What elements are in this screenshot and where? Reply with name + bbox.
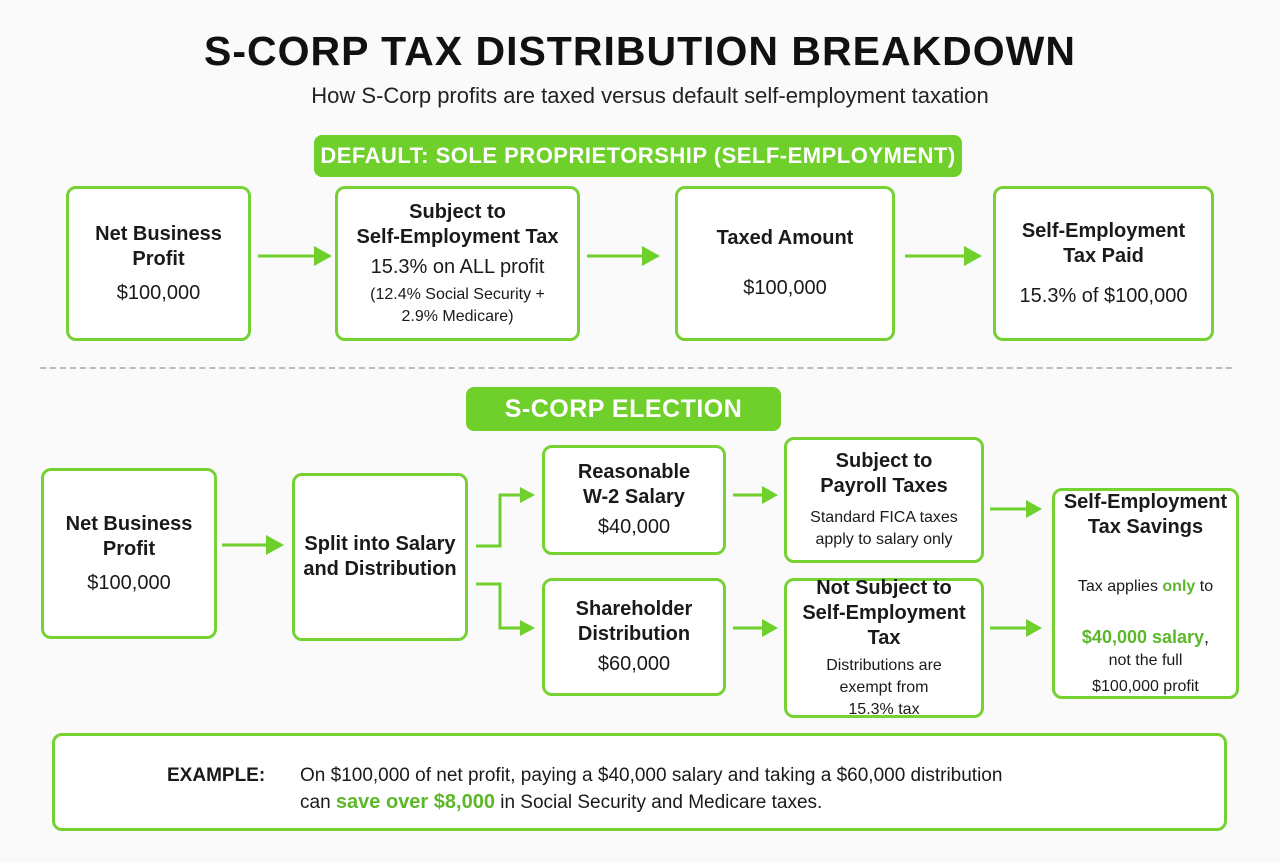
savings-line2-post: , (1204, 626, 1210, 647)
scorp-savings-line3: not the full (1108, 651, 1183, 669)
scorp-distribution-value: $60,000 (597, 653, 671, 675)
arrowhead-default-2 (642, 246, 660, 266)
example-line2-post: in Social Security and Medicare taxes. (494, 792, 823, 813)
default-taxed-heading: Taxed Amount (716, 227, 854, 249)
arrowhead-default-3 (964, 246, 982, 266)
savings-line2-highlight: $40,000 salary (1081, 626, 1205, 647)
scorp-distribution-heading: Shareholder Distribution (575, 598, 693, 645)
arrowhead-payroll-to-savings (1026, 500, 1042, 518)
scorp-savings-heading: Self-Employment Tax Savings (1063, 490, 1228, 538)
example-line2 (300, 789, 1200, 816)
arrowhead-salary-to-payroll (762, 486, 778, 504)
default-net-profit-value: $100,000 (116, 281, 201, 304)
arrowhead-scorp-1 (266, 535, 284, 555)
arrow-split-to-salary (476, 495, 522, 546)
arrowhead-split-to-distribution (520, 620, 535, 636)
arrowhead-default-1 (314, 246, 332, 266)
arrowhead-not-subject-to-savings (1026, 619, 1042, 637)
arrow-split-to-distribution (476, 584, 522, 628)
default-taxed-value: $100,000 (743, 277, 827, 299)
arrowhead-split-to-salary (520, 487, 535, 503)
savings-line1-pre: Tax applies (1077, 577, 1163, 595)
scorp-net-profit-value: $100,000 (87, 571, 171, 594)
example-label: EXAMPLE: (167, 765, 266, 786)
default-paid-heading: Self-Employment Tax Paid (1021, 219, 1186, 267)
scorp-not-subject-note: Distributions are exempt from 15.3% tax (826, 656, 942, 718)
scorp-payroll-note: Standard FICA taxes apply to salary only (810, 509, 958, 548)
scorp-payroll-heading: Subject to Payroll Taxes (820, 450, 948, 497)
scorp-not-subject-heading: Not Subject to Self-Employment Tax (802, 576, 966, 649)
arrowhead-distribution-to-not-subject (762, 619, 778, 637)
default-subject-heading: Subject to Self-Employment Tax (356, 200, 559, 248)
scorp-section-banner: S-CORP ELECTION (466, 387, 781, 431)
default-subject-value: 15.3% on ALL profit (370, 255, 545, 278)
default-paid-value: 15.3% of $100,000 (1019, 284, 1188, 307)
scorp-salary-heading: Reasonable W-2 Salary (577, 461, 691, 508)
default-subject-note: (12.4% Social Security + 2.9% Medicare) (370, 285, 545, 325)
savings-line1-post: to (1195, 577, 1214, 595)
example-box (52, 733, 1227, 831)
page-subtitle: How S-Corp profits are taxed versus default self-employment taxation (311, 83, 989, 108)
scorp-salary-value: $40,000 (597, 516, 671, 538)
example-line2-pre: can (300, 792, 336, 813)
example-line2-highlight: save over $8,000 (335, 791, 495, 813)
example-text (300, 762, 1200, 816)
scorp-split-heading: Split into Salary and Distribution (303, 533, 457, 580)
scorp-net-profit-heading: Net Business Profit (65, 512, 193, 560)
scorp-savings-line4: $100,000 profit (1092, 677, 1199, 695)
default-section-banner: DEFAULT: SOLE PROPRIETORSHIP (SELF-EMPLOYMENT) (314, 135, 962, 177)
default-net-profit-heading: Net Business Profit (95, 222, 222, 270)
example-line1: On $100,000 of net profit, paying a $40,000 salary and taking a $60,000 distribution (300, 765, 1003, 786)
page-title: S-CORP TAX DISTRIBUTION BREAKDOWN (204, 28, 1076, 74)
savings-line1-highlight: only (1162, 577, 1196, 595)
